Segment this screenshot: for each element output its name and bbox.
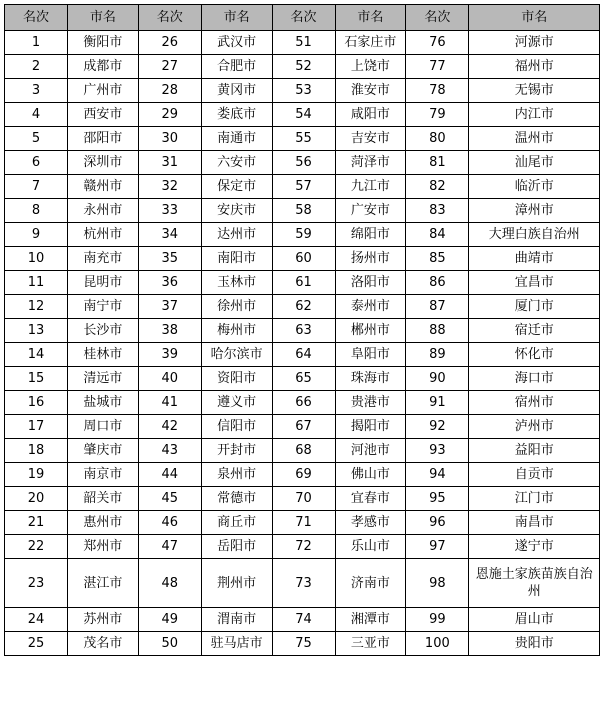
rank-cell: 68 bbox=[272, 439, 335, 463]
rank-cell: 87 bbox=[406, 295, 469, 319]
rank-cell: 66 bbox=[272, 391, 335, 415]
city-name-cell: 海口市 bbox=[469, 367, 600, 391]
rank-cell: 93 bbox=[406, 439, 469, 463]
rank-cell: 67 bbox=[272, 415, 335, 439]
rank-cell: 64 bbox=[272, 343, 335, 367]
rank-cell: 83 bbox=[406, 199, 469, 223]
table-row bbox=[5, 247, 600, 271]
rank-cell: 27 bbox=[138, 55, 201, 79]
city-name-cell: 杭州市 bbox=[68, 223, 139, 247]
city-name-cell: 成都市 bbox=[68, 55, 139, 79]
rank-cell: 70 bbox=[272, 487, 335, 511]
city-name-cell: 安庆市 bbox=[201, 199, 272, 223]
table-body bbox=[5, 31, 600, 656]
city-name-cell: 遂宁市 bbox=[469, 535, 600, 559]
rank-cell: 28 bbox=[138, 79, 201, 103]
city-name-cell: 肇庆市 bbox=[68, 439, 139, 463]
column-header-city: 市名 bbox=[335, 5, 406, 31]
rank-cell: 39 bbox=[138, 343, 201, 367]
rank-cell: 35 bbox=[138, 247, 201, 271]
rank-cell: 29 bbox=[138, 103, 201, 127]
city-name-cell: 广州市 bbox=[68, 79, 139, 103]
rank-cell: 31 bbox=[138, 151, 201, 175]
rank-cell: 51 bbox=[272, 31, 335, 55]
table-row bbox=[5, 535, 600, 559]
city-name-cell: 汕尾市 bbox=[469, 151, 600, 175]
rank-cell: 11 bbox=[5, 271, 68, 295]
rank-cell: 80 bbox=[406, 127, 469, 151]
rank-cell: 81 bbox=[406, 151, 469, 175]
rank-cell: 46 bbox=[138, 511, 201, 535]
city-name-cell: 郴州市 bbox=[335, 319, 406, 343]
rank-cell: 69 bbox=[272, 463, 335, 487]
rank-cell: 73 bbox=[272, 559, 335, 608]
rank-cell: 78 bbox=[406, 79, 469, 103]
city-name-cell: 恩施土家族苗族自治州 bbox=[469, 559, 600, 608]
rank-cell: 86 bbox=[406, 271, 469, 295]
table-row bbox=[5, 103, 600, 127]
rank-cell: 48 bbox=[138, 559, 201, 608]
table-row bbox=[5, 608, 600, 632]
column-header-rank: 名次 bbox=[272, 5, 335, 31]
column-header-city: 市名 bbox=[68, 5, 139, 31]
city-name-cell: 周口市 bbox=[68, 415, 139, 439]
city-name-cell: 江门市 bbox=[469, 487, 600, 511]
city-name-cell: 温州市 bbox=[469, 127, 600, 151]
city-name-cell: 宿迁市 bbox=[469, 319, 600, 343]
city-name-cell: 上饶市 bbox=[335, 55, 406, 79]
city-name-cell: 泰州市 bbox=[335, 295, 406, 319]
city-name-cell: 阜阳市 bbox=[335, 343, 406, 367]
city-name-cell: 梅州市 bbox=[201, 319, 272, 343]
city-name-cell: 开封市 bbox=[201, 439, 272, 463]
rank-cell: 90 bbox=[406, 367, 469, 391]
city-name-cell: 佛山市 bbox=[335, 463, 406, 487]
city-name-cell: 长沙市 bbox=[68, 319, 139, 343]
rank-cell: 82 bbox=[406, 175, 469, 199]
rank-cell: 25 bbox=[5, 632, 68, 656]
city-name-cell: 怀化市 bbox=[469, 343, 600, 367]
city-name-cell: 衡阳市 bbox=[68, 31, 139, 55]
city-name-cell: 孝感市 bbox=[335, 511, 406, 535]
city-name-cell: 绵阳市 bbox=[335, 223, 406, 247]
rank-cell: 32 bbox=[138, 175, 201, 199]
rank-cell: 1 bbox=[5, 31, 68, 55]
city-name-cell: 宿州市 bbox=[469, 391, 600, 415]
rank-cell: 94 bbox=[406, 463, 469, 487]
table-row bbox=[5, 415, 600, 439]
rank-cell: 40 bbox=[138, 367, 201, 391]
city-name-cell: 达州市 bbox=[201, 223, 272, 247]
city-name-cell: 曲靖市 bbox=[469, 247, 600, 271]
city-name-cell: 驻马店市 bbox=[201, 632, 272, 656]
rank-cell: 44 bbox=[138, 463, 201, 487]
rank-cell: 37 bbox=[138, 295, 201, 319]
rank-cell: 5 bbox=[5, 127, 68, 151]
rank-cell: 6 bbox=[5, 151, 68, 175]
city-name-cell: 益阳市 bbox=[469, 439, 600, 463]
city-name-cell: 哈尔滨市 bbox=[201, 343, 272, 367]
rank-cell: 77 bbox=[406, 55, 469, 79]
rank-cell: 85 bbox=[406, 247, 469, 271]
rank-cell: 92 bbox=[406, 415, 469, 439]
rank-cell: 42 bbox=[138, 415, 201, 439]
table-row bbox=[5, 463, 600, 487]
rank-cell: 63 bbox=[272, 319, 335, 343]
rank-cell: 43 bbox=[138, 439, 201, 463]
city-name-cell: 自贡市 bbox=[469, 463, 600, 487]
city-name-cell: 珠海市 bbox=[335, 367, 406, 391]
city-name-cell: 乐山市 bbox=[335, 535, 406, 559]
rank-cell: 52 bbox=[272, 55, 335, 79]
table-row bbox=[5, 511, 600, 535]
rank-cell: 7 bbox=[5, 175, 68, 199]
rank-cell: 97 bbox=[406, 535, 469, 559]
city-name-cell: 石家庄市 bbox=[335, 31, 406, 55]
column-header-rank: 名次 bbox=[5, 5, 68, 31]
city-name-cell: 湘潭市 bbox=[335, 608, 406, 632]
city-name-cell: 宜昌市 bbox=[469, 271, 600, 295]
rank-cell: 76 bbox=[406, 31, 469, 55]
city-name-cell: 河池市 bbox=[335, 439, 406, 463]
table-row bbox=[5, 439, 600, 463]
city-name-cell: 河源市 bbox=[469, 31, 600, 55]
rank-cell: 56 bbox=[272, 151, 335, 175]
rank-cell: 61 bbox=[272, 271, 335, 295]
rank-cell: 17 bbox=[5, 415, 68, 439]
city-name-cell: 西安市 bbox=[68, 103, 139, 127]
city-name-cell: 郑州市 bbox=[68, 535, 139, 559]
column-header-rank: 名次 bbox=[406, 5, 469, 31]
rank-cell: 12 bbox=[5, 295, 68, 319]
rank-cell: 74 bbox=[272, 608, 335, 632]
ranking-table-container bbox=[4, 4, 600, 656]
city-name-cell: 桂林市 bbox=[68, 343, 139, 367]
city-name-cell: 岳阳市 bbox=[201, 535, 272, 559]
city-name-cell: 清远市 bbox=[68, 367, 139, 391]
city-name-cell: 九江市 bbox=[335, 175, 406, 199]
column-header-city: 市名 bbox=[469, 5, 600, 31]
rank-cell: 91 bbox=[406, 391, 469, 415]
city-name-cell: 六安市 bbox=[201, 151, 272, 175]
rank-cell: 98 bbox=[406, 559, 469, 608]
rank-cell: 84 bbox=[406, 223, 469, 247]
city-ranking-table bbox=[4, 4, 600, 656]
column-header-rank: 名次 bbox=[138, 5, 201, 31]
rank-cell: 13 bbox=[5, 319, 68, 343]
city-name-cell: 永州市 bbox=[68, 199, 139, 223]
city-name-cell: 广安市 bbox=[335, 199, 406, 223]
city-name-cell: 南充市 bbox=[68, 247, 139, 271]
table-row bbox=[5, 391, 600, 415]
rank-cell: 72 bbox=[272, 535, 335, 559]
city-name-cell: 徐州市 bbox=[201, 295, 272, 319]
city-name-cell: 贵阳市 bbox=[469, 632, 600, 656]
city-name-cell: 扬州市 bbox=[335, 247, 406, 271]
rank-cell: 65 bbox=[272, 367, 335, 391]
city-name-cell: 淮安市 bbox=[335, 79, 406, 103]
city-name-cell: 湛江市 bbox=[68, 559, 139, 608]
table-header-row bbox=[5, 5, 600, 31]
city-name-cell: 贵港市 bbox=[335, 391, 406, 415]
rank-cell: 38 bbox=[138, 319, 201, 343]
city-name-cell: 盐城市 bbox=[68, 391, 139, 415]
rank-cell: 3 bbox=[5, 79, 68, 103]
city-name-cell: 宜春市 bbox=[335, 487, 406, 511]
table-row bbox=[5, 343, 600, 367]
city-name-cell: 南阳市 bbox=[201, 247, 272, 271]
rank-cell: 26 bbox=[138, 31, 201, 55]
table-row bbox=[5, 223, 600, 247]
rank-cell: 47 bbox=[138, 535, 201, 559]
rank-cell: 14 bbox=[5, 343, 68, 367]
city-name-cell: 资阳市 bbox=[201, 367, 272, 391]
city-name-cell: 商丘市 bbox=[201, 511, 272, 535]
city-name-cell: 苏州市 bbox=[68, 608, 139, 632]
city-name-cell: 咸阳市 bbox=[335, 103, 406, 127]
table-row bbox=[5, 271, 600, 295]
rank-cell: 9 bbox=[5, 223, 68, 247]
city-name-cell: 昆明市 bbox=[68, 271, 139, 295]
city-name-cell: 福州市 bbox=[469, 55, 600, 79]
rank-cell: 75 bbox=[272, 632, 335, 656]
city-name-cell: 内江市 bbox=[469, 103, 600, 127]
city-name-cell: 深圳市 bbox=[68, 151, 139, 175]
table-row bbox=[5, 199, 600, 223]
rank-cell: 18 bbox=[5, 439, 68, 463]
table-row bbox=[5, 151, 600, 175]
table-row bbox=[5, 319, 600, 343]
city-name-cell: 玉林市 bbox=[201, 271, 272, 295]
city-name-cell: 洛阳市 bbox=[335, 271, 406, 295]
rank-cell: 88 bbox=[406, 319, 469, 343]
city-name-cell: 三亚市 bbox=[335, 632, 406, 656]
rank-cell: 58 bbox=[272, 199, 335, 223]
city-name-cell: 合肥市 bbox=[201, 55, 272, 79]
city-name-cell: 信阳市 bbox=[201, 415, 272, 439]
rank-cell: 99 bbox=[406, 608, 469, 632]
city-name-cell: 荆州市 bbox=[201, 559, 272, 608]
rank-cell: 95 bbox=[406, 487, 469, 511]
rank-cell: 21 bbox=[5, 511, 68, 535]
city-name-cell: 眉山市 bbox=[469, 608, 600, 632]
rank-cell: 2 bbox=[5, 55, 68, 79]
rank-cell: 89 bbox=[406, 343, 469, 367]
city-name-cell: 南通市 bbox=[201, 127, 272, 151]
city-name-cell: 茂名市 bbox=[68, 632, 139, 656]
city-name-cell: 赣州市 bbox=[68, 175, 139, 199]
table-row bbox=[5, 632, 600, 656]
city-name-cell: 惠州市 bbox=[68, 511, 139, 535]
rank-cell: 53 bbox=[272, 79, 335, 103]
rank-cell: 16 bbox=[5, 391, 68, 415]
rank-cell: 36 bbox=[138, 271, 201, 295]
table-row bbox=[5, 79, 600, 103]
rank-cell: 19 bbox=[5, 463, 68, 487]
table-row bbox=[5, 127, 600, 151]
city-name-cell: 保定市 bbox=[201, 175, 272, 199]
rank-cell: 60 bbox=[272, 247, 335, 271]
city-name-cell: 济南市 bbox=[335, 559, 406, 608]
city-name-cell: 遵义市 bbox=[201, 391, 272, 415]
rank-cell: 30 bbox=[138, 127, 201, 151]
city-name-cell: 南京市 bbox=[68, 463, 139, 487]
rank-cell: 8 bbox=[5, 199, 68, 223]
rank-cell: 24 bbox=[5, 608, 68, 632]
rank-cell: 54 bbox=[272, 103, 335, 127]
rank-cell: 57 bbox=[272, 175, 335, 199]
city-name-cell: 渭南市 bbox=[201, 608, 272, 632]
rank-cell: 10 bbox=[5, 247, 68, 271]
rank-cell: 49 bbox=[138, 608, 201, 632]
city-name-cell: 常德市 bbox=[201, 487, 272, 511]
city-name-cell: 大理白族自治州 bbox=[469, 223, 600, 247]
city-name-cell: 武汉市 bbox=[201, 31, 272, 55]
city-name-cell: 菏泽市 bbox=[335, 151, 406, 175]
rank-cell: 59 bbox=[272, 223, 335, 247]
rank-cell: 50 bbox=[138, 632, 201, 656]
table-row bbox=[5, 175, 600, 199]
table-row bbox=[5, 31, 600, 55]
city-name-cell: 漳州市 bbox=[469, 199, 600, 223]
city-name-cell: 邵阳市 bbox=[68, 127, 139, 151]
table-row bbox=[5, 559, 600, 608]
rank-cell: 15 bbox=[5, 367, 68, 391]
city-name-cell: 临沂市 bbox=[469, 175, 600, 199]
rank-cell: 33 bbox=[138, 199, 201, 223]
table-row bbox=[5, 487, 600, 511]
rank-cell: 23 bbox=[5, 559, 68, 608]
rank-cell: 71 bbox=[272, 511, 335, 535]
table-row bbox=[5, 55, 600, 79]
rank-cell: 4 bbox=[5, 103, 68, 127]
rank-cell: 62 bbox=[272, 295, 335, 319]
city-name-cell: 无锡市 bbox=[469, 79, 600, 103]
rank-cell: 22 bbox=[5, 535, 68, 559]
city-name-cell: 娄底市 bbox=[201, 103, 272, 127]
rank-cell: 96 bbox=[406, 511, 469, 535]
city-name-cell: 吉安市 bbox=[335, 127, 406, 151]
city-name-cell: 黄冈市 bbox=[201, 79, 272, 103]
table-row bbox=[5, 295, 600, 319]
rank-cell: 20 bbox=[5, 487, 68, 511]
city-name-cell: 泉州市 bbox=[201, 463, 272, 487]
rank-cell: 45 bbox=[138, 487, 201, 511]
city-name-cell: 泸州市 bbox=[469, 415, 600, 439]
city-name-cell: 厦门市 bbox=[469, 295, 600, 319]
rank-cell: 55 bbox=[272, 127, 335, 151]
column-header-city: 市名 bbox=[201, 5, 272, 31]
city-name-cell: 揭阳市 bbox=[335, 415, 406, 439]
city-name-cell: 南昌市 bbox=[469, 511, 600, 535]
rank-cell: 79 bbox=[406, 103, 469, 127]
rank-cell: 100 bbox=[406, 632, 469, 656]
table-row bbox=[5, 367, 600, 391]
city-name-cell: 韶关市 bbox=[68, 487, 139, 511]
city-name-cell: 南宁市 bbox=[68, 295, 139, 319]
rank-cell: 41 bbox=[138, 391, 201, 415]
rank-cell: 34 bbox=[138, 223, 201, 247]
